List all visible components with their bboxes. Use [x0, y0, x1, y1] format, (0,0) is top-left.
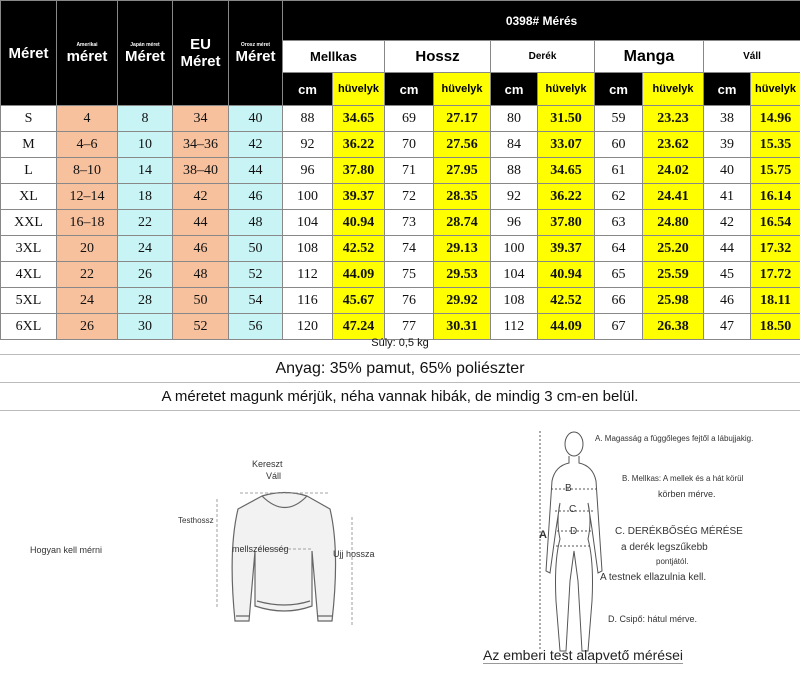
col-eu: EU Méret — [173, 1, 229, 106]
cell-inch: 29.92 — [434, 288, 491, 314]
cell-eu: 46 — [173, 236, 229, 262]
cell-m2: 54 — [229, 288, 283, 314]
cell-size: 5XL — [1, 288, 57, 314]
cell-inch: 28.35 — [434, 184, 491, 210]
cell-cm: 65 — [595, 262, 643, 288]
cell-cm: 77 — [385, 314, 434, 340]
cell-inch: 44.09 — [538, 314, 595, 340]
cell-inch: 29.13 — [434, 236, 491, 262]
body-figure — [540, 431, 602, 651]
cell-cm: 108 — [283, 236, 333, 262]
cell-eu: 52 — [173, 314, 229, 340]
cell-inch: 18.11 — [751, 288, 800, 314]
cell-cm: 70 — [385, 132, 434, 158]
cell-inch: 17.72 — [751, 262, 800, 288]
cell-cm: 47 — [704, 314, 751, 340]
cell-cm: 67 — [595, 314, 643, 340]
cell-cm: 92 — [283, 132, 333, 158]
howto-label: Hogyan kell mérni — [30, 545, 103, 555]
cell-m1: 8 — [118, 106, 173, 132]
cell-inch: 27.56 — [434, 132, 491, 158]
group-waist: Derék — [491, 41, 595, 73]
cell-inch: 27.17 — [434, 106, 491, 132]
cell-cm: 73 — [385, 210, 434, 236]
cell-m2: 50 — [229, 236, 283, 262]
cell-cm: 88 — [283, 106, 333, 132]
cell-inch: 45.67 — [333, 288, 385, 314]
shoulder-label-1: Kereszt — [252, 459, 283, 469]
body-c3: pontjától. — [656, 557, 689, 566]
cell-cm: 64 — [595, 236, 643, 262]
cell-inch: 37.80 — [538, 210, 595, 236]
cell-cm: 104 — [491, 262, 538, 288]
unit-inch: hüvelyk — [751, 73, 800, 106]
cell-m2: 44 — [229, 158, 283, 184]
cell-inch: 30.31 — [434, 314, 491, 340]
cell-inch: 27.95 — [434, 158, 491, 184]
cell-cm: 84 — [491, 132, 538, 158]
cell-inch: 34.65 — [333, 106, 385, 132]
cell-inch: 16.14 — [751, 184, 800, 210]
cell-cm: 60 — [595, 132, 643, 158]
cell-size: XL — [1, 184, 57, 210]
body-length-label: Testhossz — [178, 516, 214, 525]
cell-size: 6XL — [1, 314, 57, 340]
cell-cm: 92 — [491, 184, 538, 210]
body-b2: körben mérve. — [658, 489, 716, 499]
cell-eu: 34 — [173, 106, 229, 132]
table-row — [1, 288, 800, 314]
body-d: D. Csipő: hátul mérve. — [608, 614, 698, 624]
cell-m2: 56 — [229, 314, 283, 340]
cell-us: 4–6 — [57, 132, 118, 158]
cell-inch: 29.53 — [434, 262, 491, 288]
cell-inch: 15.75 — [751, 158, 800, 184]
body-c1: C. DERÉKBŐSÉG MÉRÉSE — [615, 526, 743, 537]
sleeve-length-label: Ujj hossza — [333, 549, 375, 559]
cell-cm: 100 — [491, 236, 538, 262]
cell-m1: 14 — [118, 158, 173, 184]
measurement-guide — [0, 411, 800, 697]
cell-inch: 36.22 — [333, 132, 385, 158]
cell-inch: 39.37 — [538, 236, 595, 262]
table-row — [1, 210, 800, 236]
cell-us: 12–14 — [57, 184, 118, 210]
mark-d: D — [570, 526, 578, 537]
unit-cm: cm — [283, 73, 333, 106]
cell-us: 22 — [57, 262, 118, 288]
cell-inch: 37.80 — [333, 158, 385, 184]
cell-eu: 50 — [173, 288, 229, 314]
table-row — [1, 132, 800, 158]
cell-eu: 42 — [173, 184, 229, 210]
cell-m1: 30 — [118, 314, 173, 340]
cell-cm: 45 — [704, 262, 751, 288]
weight-text: Súly: 0,5 kg — [0, 333, 800, 355]
cell-us: 20 — [57, 236, 118, 262]
unit-cm: cm — [595, 73, 643, 106]
cell-cm: 96 — [491, 210, 538, 236]
cell-inch: 18.50 — [751, 314, 800, 340]
cell-eu: 38–40 — [173, 158, 229, 184]
cell-cm: 46 — [704, 288, 751, 314]
cell-m1: 10 — [118, 132, 173, 158]
group-length: Hossz — [385, 41, 491, 73]
cell-cm: 41 — [704, 184, 751, 210]
cell-cm: 116 — [283, 288, 333, 314]
cell-inch: 23.62 — [643, 132, 704, 158]
cell-us: 24 — [57, 288, 118, 314]
cell-size: 3XL — [1, 236, 57, 262]
col-size: Méret — [1, 1, 57, 106]
unit-inch: hüvelyk — [538, 73, 595, 106]
unit-cm: cm — [704, 73, 751, 106]
cell-us: 4 — [57, 106, 118, 132]
cell-m1: 22 — [118, 210, 173, 236]
table-row — [1, 236, 800, 262]
cell-size: XXL — [1, 210, 57, 236]
mark-b: B — [565, 483, 572, 494]
chest-width-label: mellszélesség — [232, 544, 289, 554]
cell-size: S — [1, 106, 57, 132]
cell-m2: 52 — [229, 262, 283, 288]
cell-m2: 48 — [229, 210, 283, 236]
col-m1: Japán méret Méret — [118, 1, 173, 106]
cell-cm: 76 — [385, 288, 434, 314]
mark-a: A — [539, 529, 547, 541]
cell-cm: 69 — [385, 106, 434, 132]
cell-inch: 14.96 — [751, 106, 800, 132]
cell-inch: 16.54 — [751, 210, 800, 236]
body-c4: A testnek ellazulnia kell. — [600, 572, 707, 583]
cell-m2: 42 — [229, 132, 283, 158]
cell-eu: 48 — [173, 262, 229, 288]
cell-cm: 39 — [704, 132, 751, 158]
cell-cm: 108 — [491, 288, 538, 314]
cell-m2: 40 — [229, 106, 283, 132]
col-us: Amerikai méret — [57, 1, 118, 106]
cell-cm: 38 — [704, 106, 751, 132]
cell-m1: 18 — [118, 184, 173, 210]
cell-m1: 26 — [118, 262, 173, 288]
cell-inch: 17.32 — [751, 236, 800, 262]
cell-eu: 34–36 — [173, 132, 229, 158]
cell-cm: 44 — [704, 236, 751, 262]
cell-inch: 25.59 — [643, 262, 704, 288]
cell-cm: 75 — [385, 262, 434, 288]
unit-inch: hüvelyk — [333, 73, 385, 106]
table-row — [1, 262, 800, 288]
unit-inch: hüvelyk — [643, 73, 704, 106]
cell-cm: 66 — [595, 288, 643, 314]
cell-inch: 33.07 — [538, 132, 595, 158]
table-row — [1, 158, 800, 184]
cell-inch: 24.41 — [643, 184, 704, 210]
cell-cm: 104 — [283, 210, 333, 236]
cell-inch: 34.65 — [538, 158, 595, 184]
body-a: A. Magasság a függőleges fejtől a lábujjakig. — [595, 434, 754, 443]
cell-us: 8–10 — [57, 158, 118, 184]
cell-cm: 96 — [283, 158, 333, 184]
cell-cm: 80 — [491, 106, 538, 132]
cell-size: L — [1, 158, 57, 184]
cell-cm: 112 — [491, 314, 538, 340]
mark-c: C — [569, 504, 577, 515]
cell-inch: 28.74 — [434, 210, 491, 236]
table-row — [1, 106, 800, 132]
cell-cm: 88 — [491, 158, 538, 184]
body-c2: a derék legszűkebb — [621, 542, 708, 553]
body-caption: Az emberi test alapvető mérései — [483, 647, 683, 663]
material-text: Anyag: 35% pamut, 65% poliészter — [0, 355, 800, 383]
cell-cm: 72 — [385, 184, 434, 210]
cell-cm: 42 — [704, 210, 751, 236]
cell-inch: 40.94 — [333, 210, 385, 236]
cell-cm: 120 — [283, 314, 333, 340]
cell-m1: 24 — [118, 236, 173, 262]
cell-eu: 44 — [173, 210, 229, 236]
cell-inch: 47.24 — [333, 314, 385, 340]
unit-cm: cm — [491, 73, 538, 106]
cell-inch: 42.52 — [333, 236, 385, 262]
cell-us: 16–18 — [57, 210, 118, 236]
cell-cm: 112 — [283, 262, 333, 288]
group-sleeve: Manga — [595, 41, 704, 73]
cell-inch: 42.52 — [538, 288, 595, 314]
cell-inch: 25.20 — [643, 236, 704, 262]
product-title: 0398# Mérés — [283, 1, 800, 41]
cell-inch: 40.94 — [538, 262, 595, 288]
cell-inch: 24.02 — [643, 158, 704, 184]
cell-cm: 74 — [385, 236, 434, 262]
cell-inch: 15.35 — [751, 132, 800, 158]
cell-inch: 44.09 — [333, 262, 385, 288]
cell-size: 4XL — [1, 262, 57, 288]
cell-inch: 26.38 — [643, 314, 704, 340]
group-chest: Mellkas — [283, 41, 385, 73]
cell-cm: 63 — [595, 210, 643, 236]
shoulder-label-2: Váll — [266, 471, 282, 481]
cell-cm: 61 — [595, 158, 643, 184]
cell-inch: 36.22 — [538, 184, 595, 210]
size-rows — [1, 106, 800, 340]
cell-inch: 39.37 — [333, 184, 385, 210]
cell-inch: 23.23 — [643, 106, 704, 132]
cell-cm: 59 — [595, 106, 643, 132]
cell-inch: 31.50 — [538, 106, 595, 132]
unit-cm: cm — [385, 73, 434, 106]
group-shoulder: Váll — [704, 41, 800, 73]
col-m2: Orosz méret Méret — [229, 1, 283, 106]
cell-cm: 71 — [385, 158, 434, 184]
cell-inch: 24.80 — [643, 210, 704, 236]
sweater-diagram — [232, 493, 335, 622]
cell-cm: 62 — [595, 184, 643, 210]
measurement-note: A méretet magunk mérjük, néha vannak hibák, de mindig 3 cm-en belül. — [0, 383, 800, 411]
size-table — [0, 0, 800, 340]
body-b1: B. Mellkas: A mellek és a hát körül — [622, 474, 744, 483]
cell-cm: 40 — [704, 158, 751, 184]
cell-us: 26 — [57, 314, 118, 340]
cell-cm: 100 — [283, 184, 333, 210]
cell-inch: 25.98 — [643, 288, 704, 314]
cell-size: M — [1, 132, 57, 158]
cell-m1: 28 — [118, 288, 173, 314]
table-row — [1, 184, 800, 210]
unit-inch: hüvelyk — [434, 73, 491, 106]
cell-m2: 46 — [229, 184, 283, 210]
